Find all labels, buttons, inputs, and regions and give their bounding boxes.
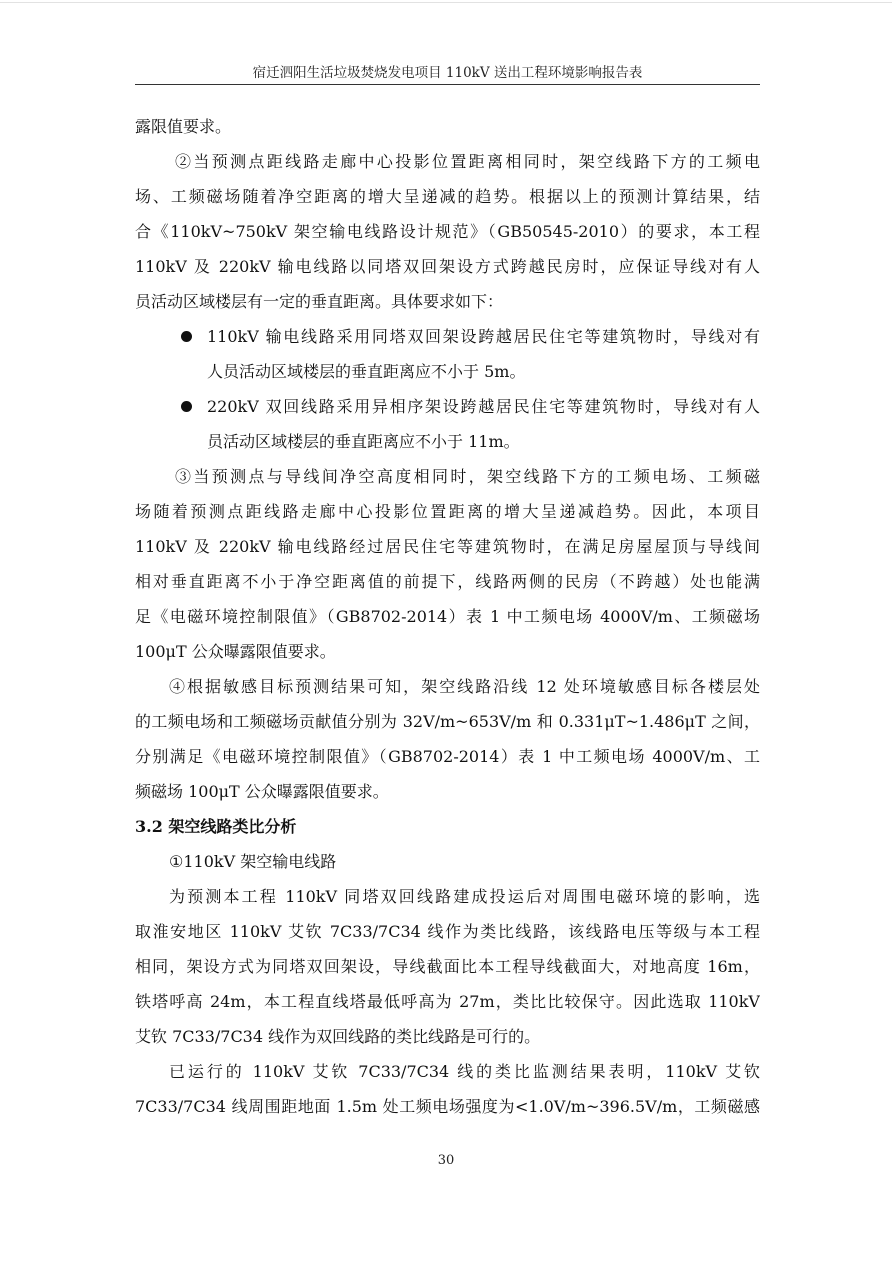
text-line: 110kV 及 220kV 输电线路经过居民住宅等建筑物时，在满足房屋屋顶与导线间 (135, 537, 760, 556)
text-line: 为预测本工程 110kV 同塔双回线路建成投运后对周围电磁环境的影响，选 (169, 887, 760, 906)
text-line: 相对垂直距离不小于净空距离值的前提下，线路两侧的民房（不跨越）处也能满 (135, 572, 760, 591)
text-line: 合《110kV~750kV 架空输电线路设计规范》（GB50545-2010）的要求，本工程 (135, 222, 760, 241)
text-line: 取淮安地区 110kV 艾钦 7C33/7C34 线作为类比线路，该线路电压等级与本工程 (135, 922, 760, 941)
text-line: 露限值要求。 (135, 117, 232, 136)
bullet-text: 110kV 输电线路采用同塔双回架设跨越居民住宅等建筑物时，导线对有 (207, 327, 760, 346)
text-line: 员活动区域楼层有一定的垂直距离。具体要求如下： (135, 292, 504, 311)
header-rule (135, 84, 760, 85)
text-line: 110kV 及 220kV 输电线路以同塔双回架设方式跨越民房时，应保证导线对有人 (135, 257, 760, 276)
bullet-item (135, 319, 760, 354)
text-line: ③当预测点与导线间净空高度相同时，架空线路下方的工频电场、工频磁 (175, 467, 760, 486)
text-line: 铁塔呼高 24m，本工程直线塔最低呼高为 27m，类比比较保守。因此选取 110kV (135, 992, 760, 1011)
text-line: 人员活动区域楼层的垂直距离应不小于 5m。 (207, 362, 526, 381)
text-line: 场、工频磁场随着净空距离的增大呈递减的趋势。根据以上的预测计算结果，结 (135, 187, 760, 206)
text-line: 的工频电场和工频磁场贡献值分别为 32V/m~653V/m 和 0.331μT~1.486μT 之间， (135, 712, 760, 731)
bullet-icon (181, 331, 192, 342)
body-text (135, 109, 760, 1124)
bullet-text: 220kV 双回线路采用异相序架设跨越居民住宅等建筑物时，导线对有人 (207, 397, 760, 416)
text-line: 频磁场 100μT 公众曝露限值要求。 (135, 782, 389, 801)
text-line: 艾钦 7C33/7C34 线作为双回线路的类比线路是可行的。 (135, 1027, 541, 1046)
text-line: 相同，架设方式为同塔双回架设，导线截面比本工程导线截面大，对地高度 16m， (135, 957, 760, 976)
text-line: 100μT 公众曝露限值要求。 (135, 642, 336, 661)
subsection-heading: ①110kV 架空输电线路 (169, 852, 337, 871)
page-header: 宿迁泗阳生活垃圾焚烧发电项目 110kV 送出工程环境影响报告表 (252, 65, 643, 81)
bullet-icon (181, 401, 192, 412)
text-line: ④根据敏感目标预测结果可知，架空线路沿线 12 处环境敏感目标各楼层处 (169, 677, 760, 696)
text-line: 场随着预测点距线路走廊中心投影位置距离的增大呈递减趋势。因此，本项目 (135, 502, 760, 521)
text-line: 已运行的 110kV 艾钦 7C33/7C34 线的类比监测结果表明，110kV 艾钦 (169, 1062, 760, 1081)
text-line: ②当预测点距线路走廊中心投影位置距离相同时，架空线路下方的工频电 (175, 152, 760, 171)
text-line: 足《电磁环境控制限值》（GB8702-2014）表 1 中工频电场 4000V/m、工频磁场 (135, 607, 760, 626)
text-line: 分别满足《电磁环境控制限值》（GB8702-2014）表 1 中工频电场 4000V/m、工 (135, 747, 760, 766)
text-line: 员活动区域楼层的垂直距离应不小于 11m。 (207, 432, 520, 451)
bullet-item (135, 389, 760, 424)
text-line: 7C33/7C34 线周围距地面 1.5m 处工频电场强度为<1.0V/m~396.5V/m，工频磁感 (135, 1097, 760, 1116)
section-heading: 3.2 架空线路类比分析 (135, 817, 297, 836)
page-number: 30 (437, 1153, 455, 1168)
top-border (0, 2, 892, 3)
